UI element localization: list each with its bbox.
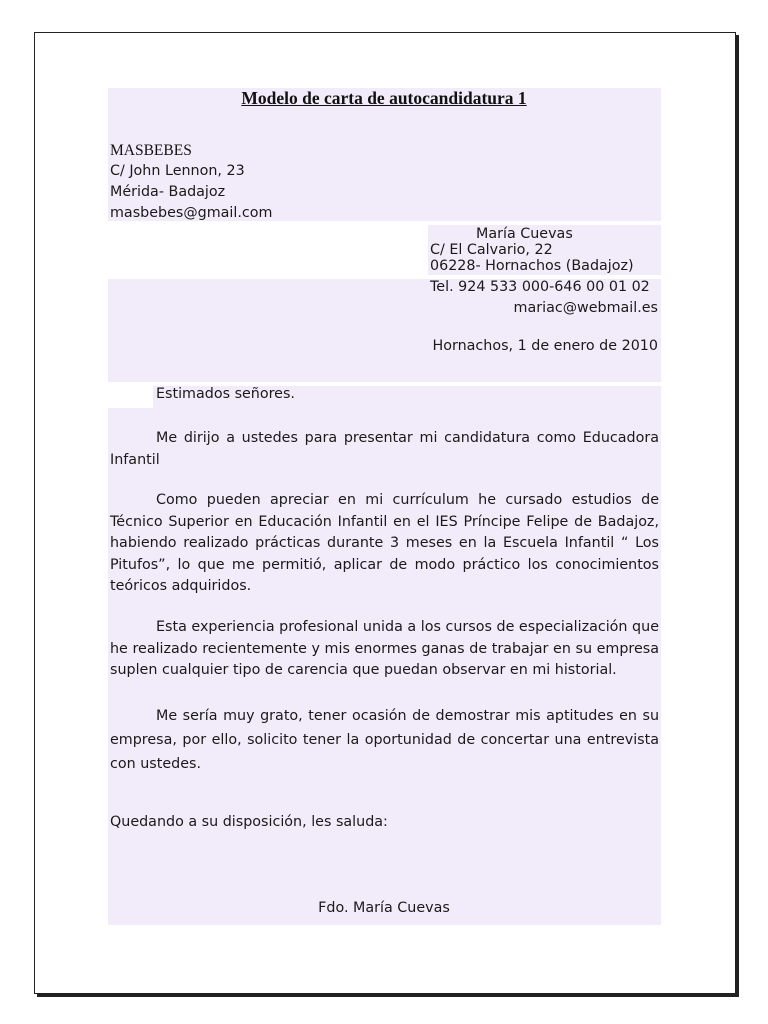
- recipient-name: María Cuevas: [476, 226, 573, 242]
- greeting: Estimados señores.: [156, 386, 295, 402]
- sender-street: C/ John Lennon, 23: [110, 163, 245, 179]
- recipient-email: mariac@webmail.es: [513, 300, 658, 316]
- recipient-phone: Tel. 924 533 000-646 00 01 02: [430, 279, 650, 295]
- sender-name: MASBEBES: [110, 142, 192, 159]
- signature: Fdo. María Cuevas: [318, 900, 450, 916]
- body-paragraph-2: Como pueden apreciar en mi currículum he cursado estudios de Técnico Superior en Educación Infantil en el IES Príncipe Felipe de Badajoz, habiendo realizado prácticas durante 3 meses en la Escuela Infantil “ Los Pitufos”, lo que me permitió, aplicar de modo práctico los conocimientos teóricos adquiridos.: [110, 492, 659, 594]
- closing-line: Quedando a su disposición, les saluda:: [110, 814, 388, 830]
- sender-email: masbebes@gmail.com: [110, 205, 273, 221]
- letter-title: Modelo de carta de autocandidatura 1: [241, 88, 527, 108]
- body-paragraph-4: Me sería muy grato, tener ocasión de demostrar mis aptitudes en su empresa, por ello, solicito tener la oportunidad de concertar una entrevista con ustedes.: [110, 708, 659, 772]
- recipient-city: 06228- Hornachos (Badajoz): [430, 258, 634, 274]
- date-line: Hornachos, 1 de enero de 2010: [432, 338, 658, 354]
- body-paragraph-1: Me dirijo a ustedes para presentar mi candidatura como Educadora Infantil: [110, 430, 659, 468]
- recipient-street: C/ El Calvario, 22: [430, 242, 553, 258]
- body-paragraph-3: Esta experiencia profesional unida a los cursos de especialización que he realizado recientemente y mis enormes ganas de trabajar en su empresa suplen cualquier tipo de carencia que puedan observar en mi historial.: [110, 619, 659, 678]
- sender-city: Mérida- Badajoz: [110, 184, 226, 200]
